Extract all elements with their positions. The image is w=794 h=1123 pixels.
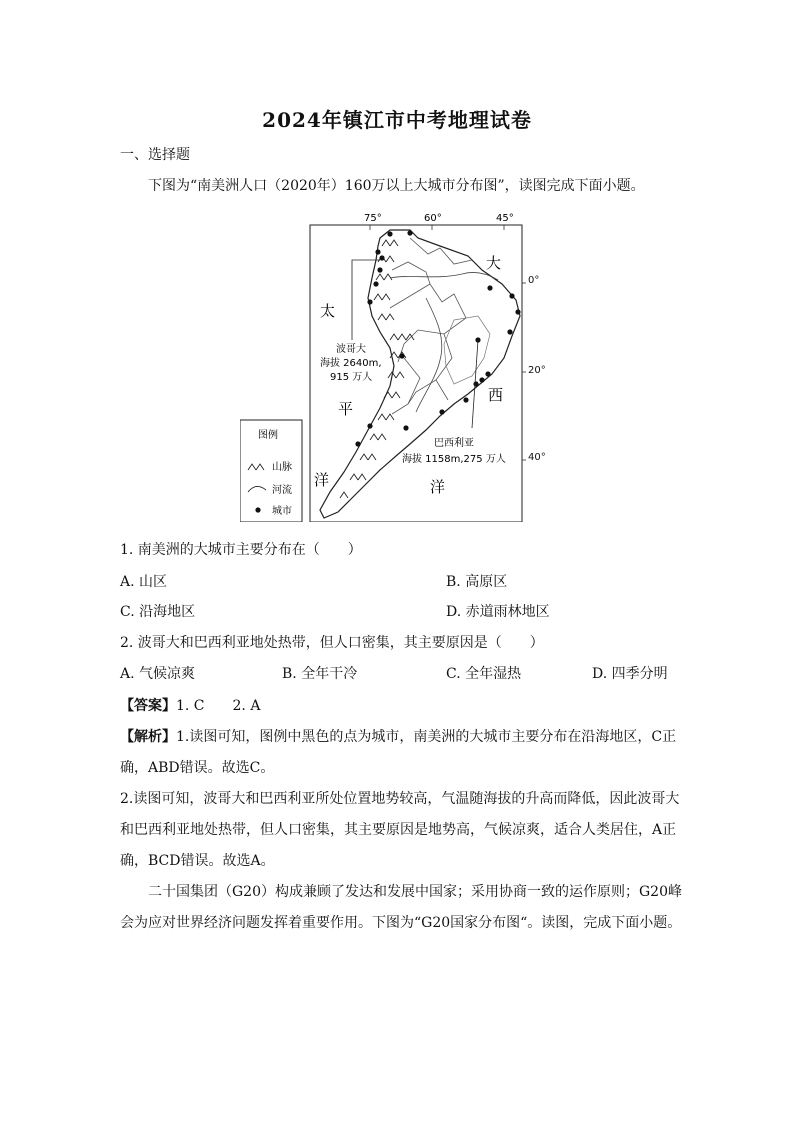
q1-option-b: B. 高原区 [446,574,508,590]
legend-label-mountain: 山脉 [272,462,292,473]
intro-text-2-line-1: 二十国集团（G20）构成兼顾了发达和发展中国家；采用协商一致的运作原则；G20峰 [148,884,682,900]
legend-title: 图例 [258,430,278,441]
lon-label-75: 75° [364,213,382,224]
brasilia-label-2: 海拔 1158m,275 万人 [402,454,506,465]
bogota-label-1: 波哥大 [336,344,366,355]
map-legend [240,420,302,522]
answer-label: 【答案】 [120,698,176,714]
q1-option-d: D. 赤道雨林地区 [446,604,550,620]
analysis-line-5: 确，BCD错误。故选A。 [120,853,275,869]
q2-option-c: C. 全年湿热 [446,666,522,682]
section-heading: 一、选择题 [120,147,190,163]
answer-text: 1. C 2. A [176,698,261,714]
lat-label-20-text: 20° [528,365,546,376]
ocean-label-atlantic-3: 洋 [430,478,446,496]
q2-option-b: B. 全年干冷 [282,666,358,682]
analysis-text-1: 1.读图可知，图例中黑色的点为城市，南美洲的大城市主要分布在沿海地区，C正 [176,729,677,745]
ocean-label-atlantic-1: 大 [486,254,502,272]
bogota-label-2: 海拔 2640m, [320,358,382,369]
lat-label-0-text: 0° [528,275,540,286]
ocean-label-pacific-1: 太 [320,302,336,320]
q2-stem: 2. 波哥大和巴西利亚地处热带，但人口密集，其主要原因是（ ） [120,635,544,651]
lat-label-40-text: 40° [528,452,546,463]
brasilia-label-1: 巴西利亚 [434,438,474,449]
q1-stem: 1. 南美洲的大城市主要分布在（ ） [120,542,362,558]
legend-label-city: 城市 [272,506,292,517]
paper-title: 2024年镇江市中考地理试卷 [262,108,532,132]
q2-option-d: D. 四季分明 [592,666,668,682]
intro-text-2-line-2: 会为应对世界经济问题发挥着重要作用。下图为“G20国家分布图“。读图，完成下面小题。 [120,915,682,931]
legend-label-river: 河流 [272,485,292,496]
ocean-label-atlantic-2: 西 [488,386,504,404]
city-dot-icon [255,507,260,512]
lon-label-45: 45° [496,213,514,224]
analysis-line-1 [120,727,676,747]
bogota-label-3: 915 万人 [330,372,373,383]
q1-option-c: C. 沿海地区 [120,604,196,620]
south-america-map [240,208,530,522]
ocean-label-pacific-3: 洋 [314,471,330,489]
answer-line [120,696,260,716]
analysis-line-3: 2.读图可知，波哥大和巴西利亚所处位置地势较高，气温随海拔的升高而降低，因此波哥大 [120,791,680,807]
analysis-label: 【解析】 [120,729,176,745]
analysis-line-4: 和巴西利亚地处热带，但人口密集，其主要原因是地势高，气候凉爽，适合人类居住，A正 [120,822,677,838]
analysis-line-2: 确，ABD错误。故选C。 [120,760,275,776]
q1-option-a: A. 山区 [120,574,168,590]
q2-option-a: A. 气候凉爽 [120,666,196,682]
intro-text-1: 下图为“南美洲人口（2020年）160万以上大城市分布图”，读图完成下面小题。 [148,178,645,194]
lon-label-60: 60° [424,213,442,224]
ocean-label-pacific-2: 平 [338,400,354,418]
